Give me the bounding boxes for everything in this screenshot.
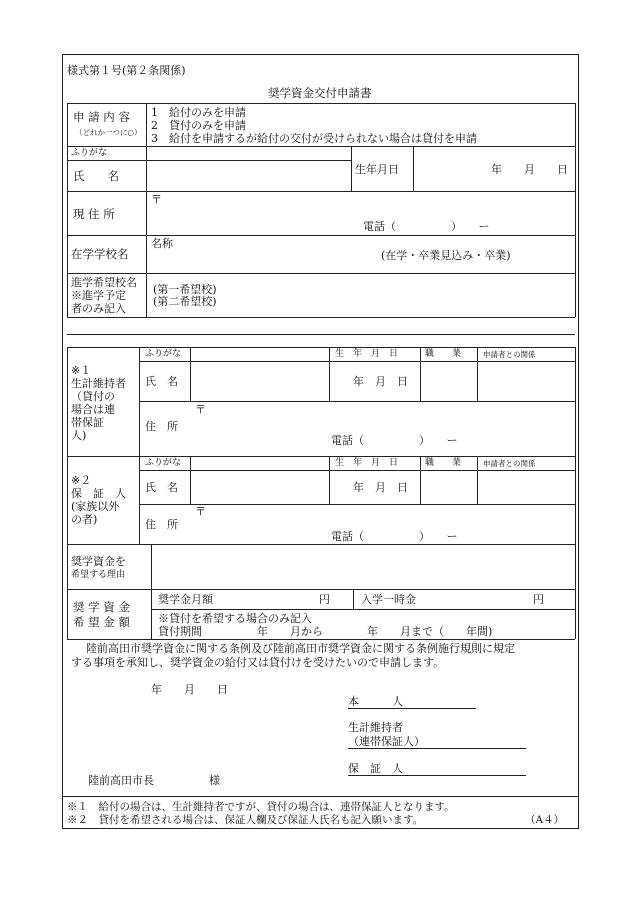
- rule: [67, 235, 575, 236]
- section-divider: [67, 334, 575, 335]
- guardian-mark: ※１: [71, 364, 92, 377]
- rule: [146, 103, 147, 317]
- form-number: 様式第１号(第２条関係): [67, 64, 186, 77]
- rule: [477, 347, 478, 401]
- rule: [151, 609, 575, 610]
- birth-format: 年 月 日: [491, 163, 568, 176]
- guardian-furigana-label: ふりがな: [145, 349, 182, 359]
- guardian-phone-field[interactable]: 電話（ ） ー: [331, 434, 458, 447]
- guarantor-address-label: 住 所: [145, 518, 178, 531]
- rule: [67, 103, 68, 317]
- yen-unit: 円: [533, 593, 544, 606]
- form-title: 奨学資金交付申請書: [268, 86, 372, 100]
- guarantor-phone-field[interactable]: 電話（ ） ー: [331, 530, 458, 543]
- rule: [139, 347, 140, 544]
- guarantor-mark: ※２: [71, 474, 92, 487]
- guardian-label: 場合は連: [71, 403, 115, 416]
- content-label: 申 請 内 容: [73, 110, 130, 124]
- rule: [139, 361, 575, 362]
- guardian-label: 帯保証: [71, 416, 104, 429]
- application-form: [62, 54, 579, 829]
- guardian-job-header: 職 業: [425, 349, 462, 359]
- guarantor-relation-header: 申請者との関係: [483, 459, 536, 468]
- loan-period[interactable]: 貸付期間 年 月から 年 月まで（ 年間): [158, 625, 493, 638]
- school-status: (在学・卒業見込み・卒業): [381, 249, 511, 262]
- rule: [67, 347, 575, 348]
- guarantor-job-header: 職 業: [425, 458, 462, 468]
- rule: [67, 160, 351, 161]
- reason-label: 希望する理由: [71, 570, 126, 580]
- guarantor-birth-header: 生 年 月 日: [335, 458, 399, 468]
- rule: [329, 347, 330, 401]
- loan-note: ※貸付を希望する場合のみ記入: [158, 612, 312, 625]
- rule: [190, 456, 191, 504]
- amount-label: 希 望 金 額: [73, 615, 130, 629]
- note-1: ※１ 給付の場合は、生計維持者ですが、貸付の場合は、連帯保証人となります。: [67, 801, 455, 813]
- furigana-label: ふりがな: [71, 148, 108, 158]
- desired-school-label: ※進学予定: [71, 289, 126, 302]
- guardian-label: （貸付の: [71, 390, 115, 403]
- guarantor-label: の者): [71, 513, 98, 526]
- rule: [67, 191, 575, 192]
- option-3[interactable]: 3 給付を申請するが給付の交付が受けられない場合は貸付を申請: [151, 132, 477, 145]
- address-label: 現 住 所: [73, 207, 115, 221]
- lump-sum-label: 入学一時金: [361, 593, 416, 606]
- rule: [353, 589, 354, 609]
- rule: [67, 347, 68, 639]
- phone-field[interactable]: 電話（ ） ー: [363, 220, 490, 233]
- guarantor-label: (家族以外: [71, 500, 120, 513]
- desired-school-label: 進学希望校名: [71, 276, 137, 289]
- guarantor-furigana-label: ふりがな: [145, 458, 182, 468]
- rule: [420, 456, 421, 504]
- option-1[interactable]: 1 給付のみを申請: [151, 106, 246, 119]
- desired-second[interactable]: (第二希望校): [153, 295, 217, 308]
- rule: [575, 347, 576, 639]
- option-2[interactable]: 2 貸付のみを申請: [151, 119, 246, 132]
- guarantor-signature-line[interactable]: 保 証 人: [348, 763, 526, 776]
- rule: [413, 146, 414, 191]
- note-2: ※２ 貸付を希望される場合は、保証人欄及び保証人氏名も記入願います。: [67, 814, 424, 826]
- rule: [139, 401, 575, 402]
- guardian-relation-header: 申請者との関係: [483, 350, 536, 359]
- self-signature-line[interactable]: 本 人: [348, 696, 476, 709]
- supporter-signature-line[interactable]: （連帯保証人）: [348, 736, 526, 749]
- guardian-label: 人): [71, 429, 87, 442]
- rule: [67, 103, 575, 104]
- rule: [67, 544, 575, 545]
- declaration-text: する事項を承知し、奨学資金の給付又は貸付けを受けたいので申請します。: [71, 656, 445, 669]
- rule: [477, 456, 478, 504]
- postal-mark: 〒: [151, 193, 162, 206]
- supporter-label: 生計維持者: [348, 721, 403, 734]
- guarantor-label: 保 証 人: [71, 487, 126, 500]
- guarantor-birth-format: 年 月 日: [353, 481, 408, 494]
- rule: [67, 456, 575, 457]
- postal-mark: 〒: [195, 505, 206, 518]
- rule: [151, 544, 152, 639]
- rule: [351, 146, 352, 191]
- name-label: 氏 名: [73, 169, 119, 183]
- paper-size: （A４）: [525, 814, 565, 826]
- rule: [575, 103, 576, 317]
- guardian-address-label: 住 所: [145, 420, 178, 433]
- school-label: 在学学校名: [71, 247, 129, 261]
- declaration-date[interactable]: 年 月 日: [151, 683, 228, 696]
- notes-divider: [63, 796, 578, 797]
- guardian-birth-header: 生 年 月 日: [335, 349, 399, 359]
- content-note: （どれか一つに○）: [75, 128, 142, 137]
- yen-unit: 円: [319, 593, 330, 606]
- rule: [139, 470, 575, 471]
- monthly-amount-label: 奨学金月額: [158, 593, 213, 606]
- rule: [420, 347, 421, 401]
- declaration-text: 陸前高田市奨学資金に関する条例及び陸前高田市奨学資金に関する条例施行規則に規定: [86, 642, 515, 655]
- amount-label: 奨 学 資 金: [73, 600, 130, 614]
- postal-mark: 〒: [195, 403, 206, 416]
- guarantor-name-label: 氏 名: [145, 481, 178, 494]
- rule: [67, 589, 575, 590]
- desired-school-label: 者のみ記入: [71, 302, 126, 315]
- guardian-label: 生計維持者: [71, 377, 126, 390]
- rule: [67, 273, 575, 274]
- guardian-birth-format: 年 月 日: [353, 375, 408, 388]
- guardian-name-label: 氏 名: [145, 375, 178, 388]
- desired-first[interactable]: (第一希望校): [153, 283, 217, 296]
- school-name-label: 名称: [151, 237, 173, 250]
- reason-label: 奨学資金を: [71, 555, 126, 568]
- rule: [190, 347, 191, 401]
- addressee: 陸前高田市長 様: [88, 774, 220, 787]
- rule: [329, 456, 330, 504]
- rule: [67, 317, 575, 318]
- rule: [67, 639, 575, 640]
- birth-label: 生年月日: [355, 163, 399, 176]
- rule: [67, 146, 575, 147]
